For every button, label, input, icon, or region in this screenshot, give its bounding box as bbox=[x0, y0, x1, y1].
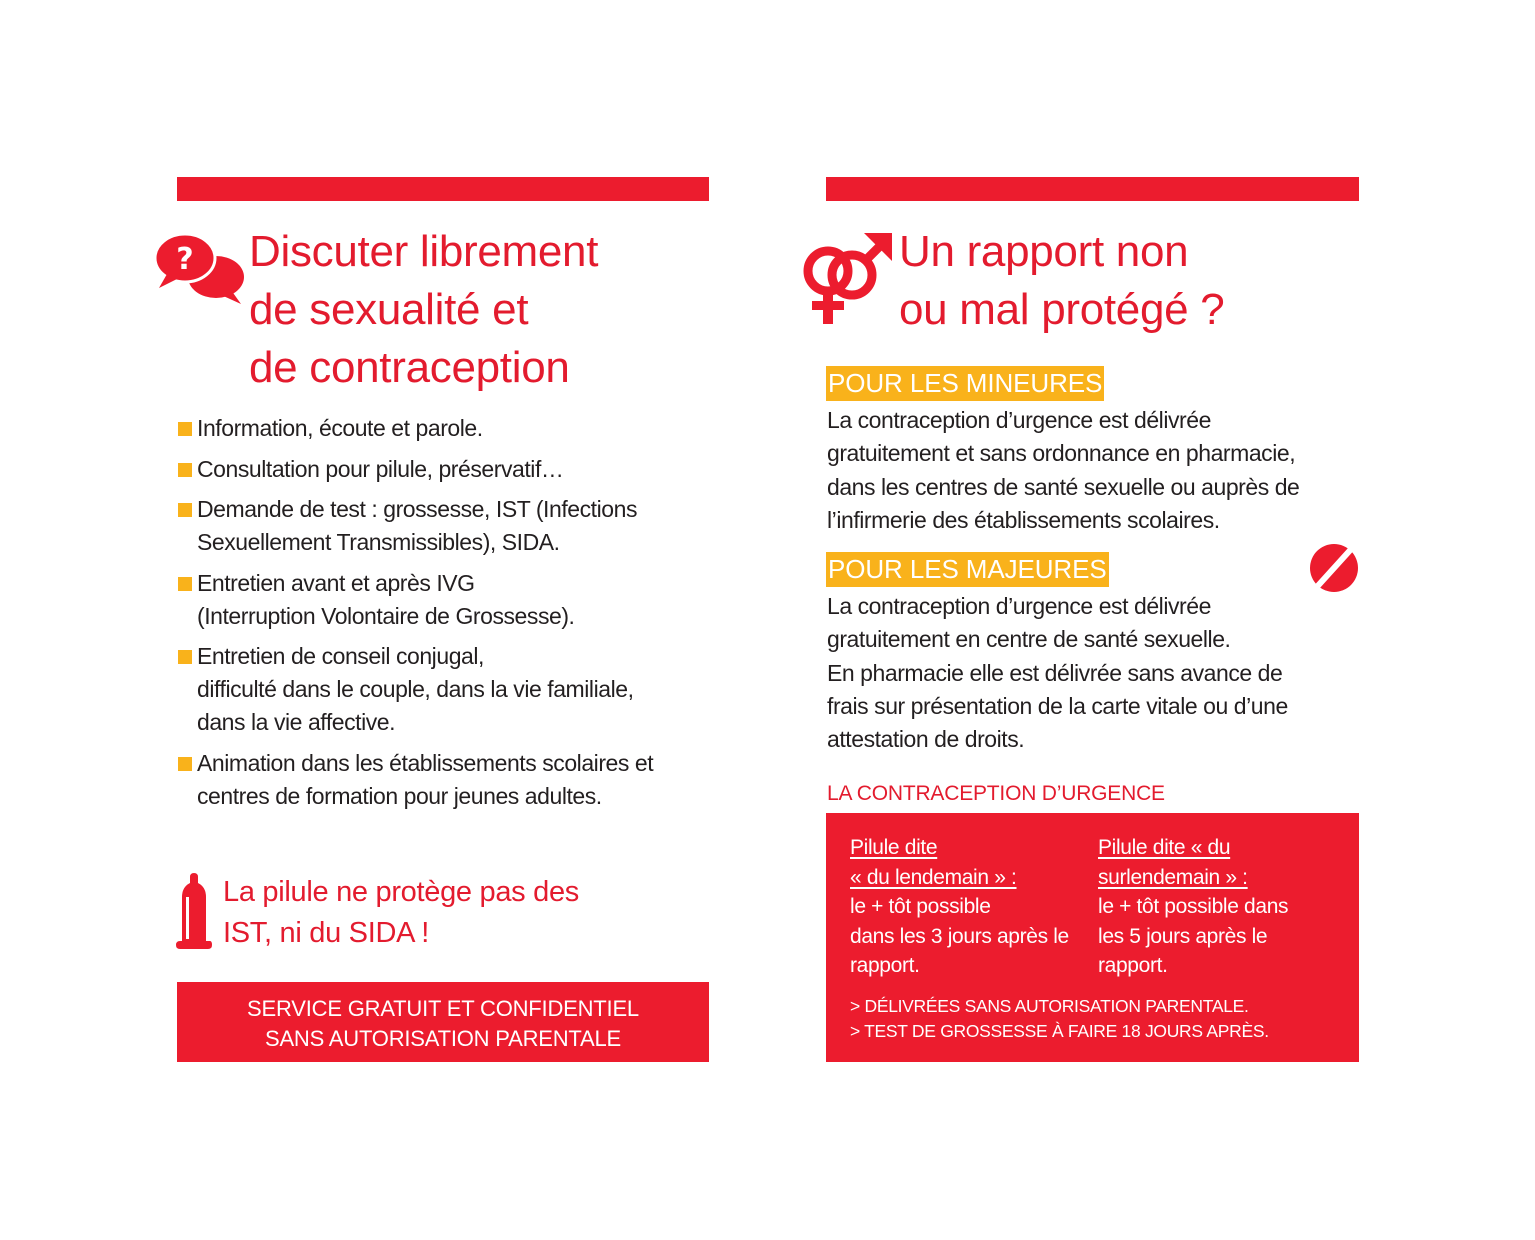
question-speech-bubbles-icon bbox=[153, 230, 247, 306]
list-item-text: Consultation pour pilule, préservatif… bbox=[197, 455, 564, 482]
left-top-bar bbox=[177, 177, 709, 201]
list-item-text: Animation dans les établissements scolaires et bbox=[197, 749, 654, 776]
list-item bbox=[177, 412, 653, 445]
note-line: > TEST DE GROSSESSE À FAIRE 18 JOURS APRÈS. bbox=[850, 1021, 1269, 1041]
text-line: dans les centres de santé sexuelle ou auprès de bbox=[827, 473, 1300, 500]
column-heading: surlendemain » : bbox=[1098, 865, 1248, 889]
text-line: La contraception d’urgence est délivrée bbox=[827, 407, 1211, 433]
note-line: > DÉLIVRÉES SANS AUTORISATION PARENTALE. bbox=[850, 996, 1249, 1016]
service-line: SERVICE GRATUIT ET CONFIDENTIEL bbox=[247, 996, 639, 1021]
list-item bbox=[177, 747, 653, 813]
list-item-text: Demande de test : grossesse, IST (Infections bbox=[197, 496, 637, 522]
adults-tag: POUR LES MAJEURES bbox=[826, 552, 1109, 587]
column-heading: « du lendemain » : bbox=[850, 865, 1017, 889]
adults-section bbox=[826, 552, 1288, 756]
text-line: l’infirmerie des établissements scolaires. bbox=[827, 506, 1220, 533]
list-item-text: dans la vie affective. bbox=[197, 709, 396, 735]
minors-tag: POUR LES MINEURES bbox=[826, 366, 1104, 401]
left-title-line: Discuter librement bbox=[249, 227, 599, 276]
column-text: rapport. bbox=[1098, 954, 1168, 977]
text-line: attestation de droits. bbox=[827, 726, 1025, 753]
right-title bbox=[899, 223, 1224, 339]
bullet-square-icon bbox=[178, 463, 192, 477]
column-heading: Pilule dite bbox=[850, 836, 938, 859]
column-heading: Pilule dite « du bbox=[1098, 836, 1231, 859]
text-line: gratuitement en centre de santé sexuelle. bbox=[827, 626, 1231, 653]
service-banner bbox=[177, 982, 709, 1062]
minors-text bbox=[827, 404, 1299, 537]
bullet-square-icon bbox=[178, 577, 192, 591]
list-item-text: Sexuellement Transmissibles), SIDA. bbox=[197, 529, 560, 555]
morning-after-pill-column bbox=[850, 833, 1069, 981]
five-day-pill-column bbox=[1098, 833, 1288, 981]
right-top-bar bbox=[826, 177, 1359, 201]
pill-warning bbox=[223, 872, 579, 954]
bullet-square-icon bbox=[178, 650, 192, 664]
left-title-line: de sexualité et bbox=[249, 285, 529, 334]
minors-section bbox=[826, 366, 1299, 537]
column-text: rapport. bbox=[850, 954, 920, 977]
right-title-line: Un rapport non bbox=[899, 227, 1189, 276]
column-text: le + tôt possible dans bbox=[1098, 895, 1289, 918]
left-title bbox=[249, 223, 598, 397]
list-item-text: Entretien avant et après IVG bbox=[197, 569, 475, 596]
text-line: gratuitement et sans ordonnance en pharmacie, bbox=[827, 440, 1296, 467]
gender-symbols-icon bbox=[800, 229, 896, 325]
service-line: SANS AUTORISATION PARENTALE bbox=[264, 1026, 622, 1051]
text-line: La contraception d’urgence est délivrée bbox=[827, 593, 1211, 619]
list-item bbox=[177, 640, 653, 739]
bullet-square-icon bbox=[178, 422, 192, 436]
emergency-contraception-label: LA CONTRACEPTION D’URGENCE bbox=[827, 782, 1165, 805]
condom-icon bbox=[176, 873, 212, 949]
list-item-text: Entretien de conseil conjugal, bbox=[197, 643, 484, 669]
warning-line: IST, ni du SIDA ! bbox=[223, 917, 430, 949]
bullet-square-icon bbox=[178, 757, 192, 771]
warning-line: La pilule ne protège pas des bbox=[223, 876, 579, 908]
list-item bbox=[177, 567, 653, 633]
text-line: frais sur présentation de la carte vitale ou d’une bbox=[827, 692, 1288, 719]
emergency-notes bbox=[850, 994, 1269, 1044]
column-text: le + tôt possible bbox=[850, 895, 991, 918]
right-title-line: ou mal protégé ? bbox=[899, 285, 1225, 334]
left-title-line: de contraception bbox=[249, 343, 570, 392]
services-list bbox=[177, 412, 653, 820]
column-text: les 5 jours après le bbox=[1098, 924, 1268, 948]
pill-icon bbox=[1309, 543, 1359, 593]
column-text: dans les 3 jours après le bbox=[850, 924, 1069, 948]
list-item-text: difficulté dans le couple, dans la vie familiale, bbox=[197, 676, 634, 702]
list-item-text: centres de formation pour jeunes adultes. bbox=[197, 782, 602, 809]
svg-text:?: ? bbox=[176, 242, 194, 277]
bullet-square-icon bbox=[178, 503, 192, 517]
text-line: En pharmacie elle est délivrée sans avance de bbox=[827, 659, 1283, 686]
list-item bbox=[177, 453, 653, 486]
adults-text bbox=[827, 590, 1288, 756]
list-item bbox=[177, 493, 653, 559]
emergency-contraception-box bbox=[826, 813, 1359, 1062]
list-item-text: (Interruption Volontaire de Grossesse). bbox=[197, 602, 575, 629]
list-item-text: Information, écoute et parole. bbox=[197, 415, 483, 441]
